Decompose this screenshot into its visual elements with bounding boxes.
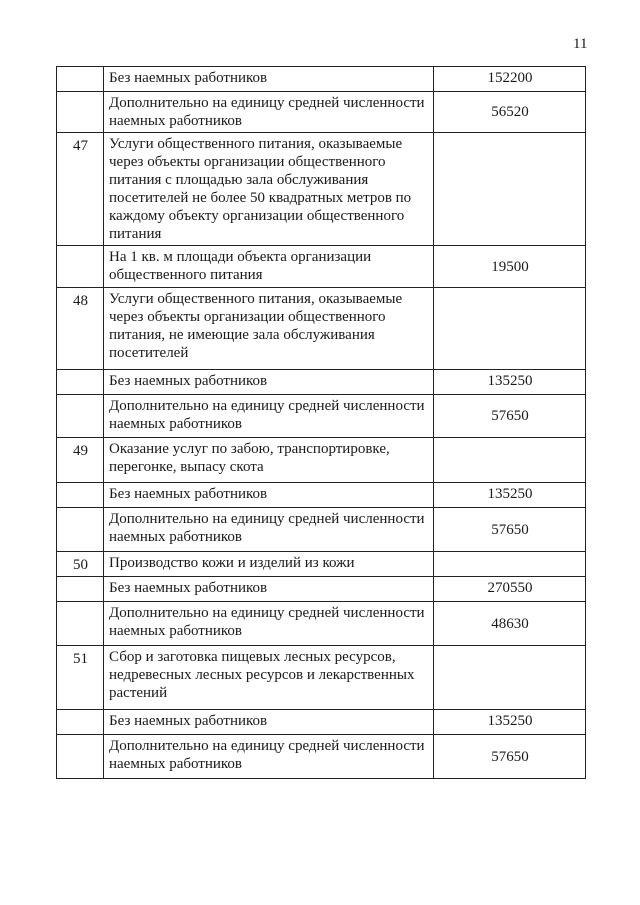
amount-cell: 48630	[434, 602, 586, 646]
table-body	[57, 67, 586, 779]
table-row	[57, 67, 586, 92]
row-number-cell: 51	[57, 646, 104, 710]
description-text: На 1 кв. м площади объекта организации общественного питания	[109, 249, 372, 283]
table-row	[57, 710, 586, 735]
table-row	[57, 438, 586, 483]
description-text: Дополнительно на единицу средней численности наемных работников	[109, 398, 425, 432]
row-number-cell	[57, 508, 104, 552]
row-number-cell: 50	[57, 552, 104, 577]
amount-cell: 57650	[434, 508, 586, 552]
description-cell	[104, 133, 434, 246]
table-row	[57, 92, 586, 133]
amount-cell	[434, 552, 586, 577]
amount-cell: 57650	[434, 395, 586, 438]
page-number: 11	[573, 36, 588, 52]
description-text: Дополнительно на единицу средней численности наемных работников	[109, 95, 425, 129]
description-cell	[104, 92, 434, 133]
row-number-cell	[57, 710, 104, 735]
amount-cell: 152200	[434, 67, 586, 92]
description-cell	[104, 67, 434, 92]
row-number-cell	[57, 92, 104, 133]
row-number-cell	[57, 67, 104, 92]
description-cell	[104, 735, 434, 779]
description-text: Дополнительно на единицу средней численности наемных работников	[109, 511, 425, 545]
amount-cell: 135250	[434, 370, 586, 395]
row-number-cell: 47	[57, 133, 104, 246]
row-number-cell	[57, 602, 104, 646]
table-row	[57, 395, 586, 438]
description-cell	[104, 646, 434, 710]
tariff-table	[56, 66, 586, 779]
description-cell	[104, 602, 434, 646]
description-cell	[104, 288, 434, 370]
table-row	[57, 508, 586, 552]
table-row	[57, 577, 586, 602]
description-cell	[104, 710, 434, 735]
description-text: Без наемных работников	[109, 373, 268, 389]
row-number-cell	[57, 735, 104, 779]
row-number-cell: 48	[57, 288, 104, 370]
table-row	[57, 646, 586, 710]
amount-cell	[434, 288, 586, 370]
description-text: Сбор и заготовка пищевых лесных ресурсов, недревесных лесных ресурсов и лекарственных растений	[109, 649, 415, 701]
row-number-cell	[57, 246, 104, 288]
row-number-cell	[57, 483, 104, 508]
description-cell	[104, 438, 434, 483]
amount-cell	[434, 438, 586, 483]
table-row	[57, 552, 586, 577]
amount-cell: 135250	[434, 710, 586, 735]
description-cell	[104, 552, 434, 577]
description-text: Производство кожи и изделий из кожи	[109, 555, 355, 571]
description-text: Услуги общественного питания, оказываемые через объекты организации общественного питания, не имеющие зала обслуживания посетителей	[109, 291, 403, 361]
description-text: Услуги общественного питания, оказываемые через объекты организации общественного питания с площадью зала обслуживания посетителей не более 50 квадратных метров по каждому объекту организации общественного питания	[109, 136, 412, 242]
amount-cell	[434, 133, 586, 246]
amount-cell: 56520	[434, 92, 586, 133]
description-cell	[104, 577, 434, 602]
table-row	[57, 735, 586, 779]
table-row	[57, 370, 586, 395]
amount-cell: 270550	[434, 577, 586, 602]
description-text: Без наемных работников	[109, 580, 268, 596]
row-number-cell	[57, 370, 104, 395]
row-number-cell	[57, 395, 104, 438]
description-cell	[104, 246, 434, 288]
description-text: Без наемных работников	[109, 713, 268, 729]
description-text: Без наемных работников	[109, 486, 268, 502]
description-cell	[104, 508, 434, 552]
row-number-cell	[57, 577, 104, 602]
table-row	[57, 602, 586, 646]
description-cell	[104, 395, 434, 438]
description-text: Дополнительно на единицу средней численности наемных работников	[109, 738, 425, 772]
description-cell	[104, 483, 434, 508]
amount-cell: 57650	[434, 735, 586, 779]
amount-cell: 135250	[434, 483, 586, 508]
row-number-cell: 49	[57, 438, 104, 483]
table-row	[57, 133, 586, 246]
table-row	[57, 246, 586, 288]
amount-cell: 19500	[434, 246, 586, 288]
description-cell	[104, 370, 434, 395]
description-text: Оказание услуг по забою, транспортировке, перегонке, выпасу скота	[109, 441, 390, 475]
description-text: Без наемных работников	[109, 70, 268, 86]
description-text: Дополнительно на единицу средней численности наемных работников	[109, 605, 425, 639]
table-row	[57, 483, 586, 508]
amount-cell	[434, 646, 586, 710]
table-row	[57, 288, 586, 370]
